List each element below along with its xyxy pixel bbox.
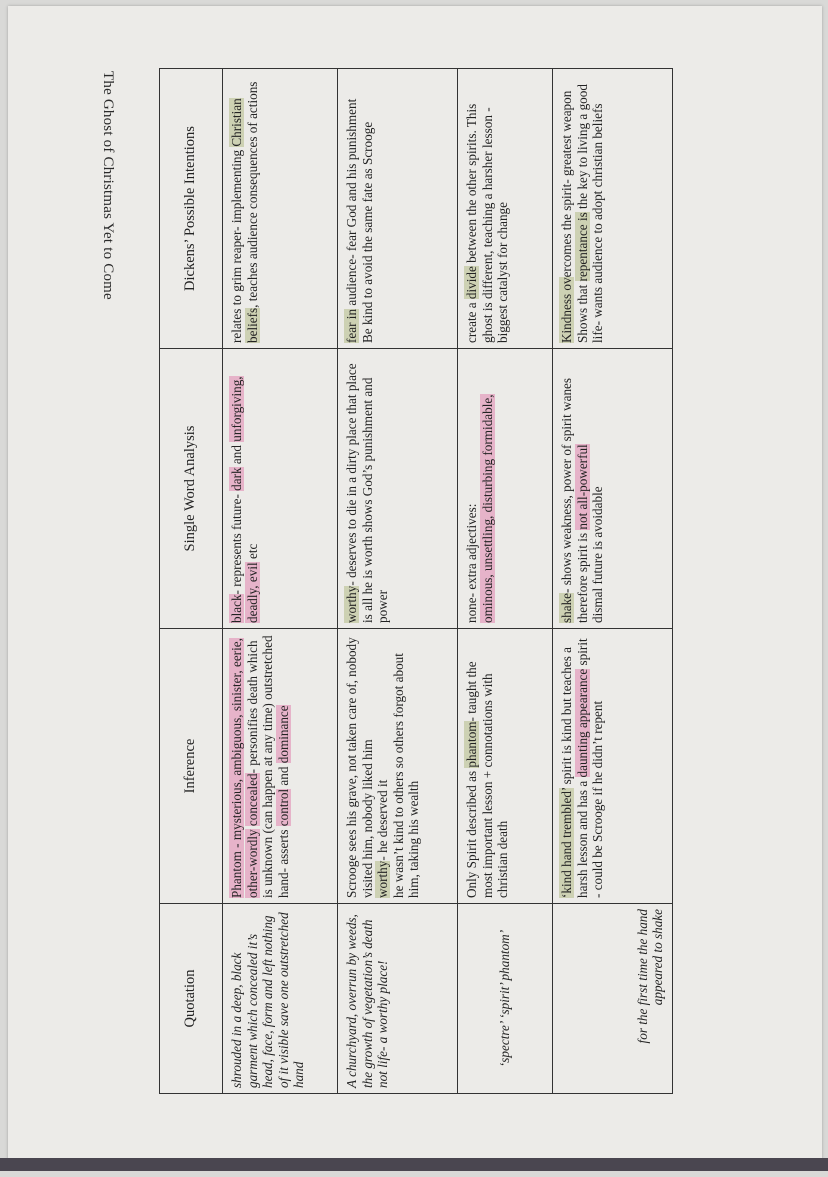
table-row [553,69,673,1094]
analysis-cell [553,349,673,629]
text: - shows weakness, power of spirit wanes [559,377,574,593]
text: - represents future- [229,490,244,595]
highlight: concealed [244,773,260,827]
text: the key to living a good life- wants audience to adopt christian beliefs [574,84,606,343]
highlight: repentance is [574,212,590,282]
header-row [160,69,223,1094]
text: he wasn’t kind to others so others forgot about him, taking his wealth [390,653,422,898]
header-intentions: Dickens’ Possible Intentions [160,69,223,349]
intentions-cell [223,69,338,349]
text: spirit - could be Scrooge if he didn’t repent [574,638,606,898]
highlight: daunting appearance [574,668,590,778]
text: and [275,763,291,789]
text: ercomes the spirit- greatest weapon [559,90,574,278]
table-row [223,69,338,1094]
highlight: not all-powerful [574,444,590,530]
page-title: The Ghost of Christmas Yet to Come [100,71,116,300]
highlight: unforgiving, deadly, evil [229,376,260,623]
text: none- extra adjectives: [464,503,479,623]
highlight: shake [559,592,574,623]
text: , teaches audience consequences of actions [244,81,260,308]
text: - personifies death which is unknown (can happen at any time) outstretched hand- asserts [244,635,291,898]
rotated-page [8,6,828,1177]
inference-cell [553,629,673,904]
text: etc [244,543,260,563]
analysis-cell [338,349,458,629]
highlight: ominous, unsettling, disturbing formidable, [479,394,495,623]
highlight: control [275,788,291,827]
quotation-cell: ‘spectre’ ‘spirit’ phantom’ [458,904,553,1094]
text: relates to grim reaper- implementing [229,146,244,343]
analysis-cell [223,349,338,629]
text: Only Spirit described as [464,767,479,898]
paper-sheet [8,6,822,1160]
highlight: black [229,594,244,623]
text: - he deserved it [375,779,391,861]
text: audience- fear God and his punishment [344,98,359,309]
desk-edge [0,1158,828,1171]
table-row [458,69,553,1094]
highlight: dominance [275,705,291,764]
highlight: Christian beliefs [229,98,260,343]
inference-cell [458,629,553,904]
highlight: phantom [464,721,479,768]
text: - deserves to die in a dirty place that place is all he is worth shows God’s punishment and power [344,363,391,623]
highlight: worthy [344,585,359,623]
text: Be kind to avoid the same fate as Scrooge [359,121,375,343]
text: Shows that [574,281,590,343]
inference-cell [223,629,338,904]
header-inference: Inference [160,629,223,904]
table-row [338,69,458,1094]
intentions-cell [338,69,458,349]
analysis-cell [458,349,553,629]
inference-cell [338,629,458,904]
quotation-cell: for the first time the hand appeared to shake [553,904,673,1094]
analysis-table [159,68,673,1094]
text: - taught the most important lesson + connotations with christian death [464,661,511,898]
text: and [229,441,244,468]
highlight: Phantom - mysterious, ambiguous, sinister, eerie, other-wordly [229,638,260,898]
text: between the other spirits. This ghost is different, teaching a harsher lesson - biggest catalyst for change [464,103,511,343]
intentions-cell [553,69,673,349]
text: spirit is kind but teaches a harsh lesson and has a [559,647,590,898]
text: dismal future is avoidable [590,486,606,623]
quotation-cell: A churchyard, overrun by weeds, the growth of vegetation’s death not life- a worthy place! [338,904,458,1094]
header-single-word-analysis: Single Word Analysis [160,349,223,629]
header-quotation: Quotation [160,904,223,1094]
intentions-cell [458,69,553,349]
highlight: fear in [344,308,359,343]
highlight: ‘kind hand trembled’ [559,787,574,898]
text: therefore spirit is [574,529,590,623]
text: Scrooge sees his grave, not taken care of, nobody visited him, nobody liked him [344,637,375,898]
highlight: Kindness ov [559,277,574,343]
text: create a [464,299,479,343]
highlight: divide [464,266,479,300]
highlight: dark [229,467,244,491]
highlight: worthy [375,860,391,898]
quotation-cell: shrouded in a deep, black garment which concealed it’s head, face, form and left nothing of it visible save one outstretched hand [223,904,338,1094]
